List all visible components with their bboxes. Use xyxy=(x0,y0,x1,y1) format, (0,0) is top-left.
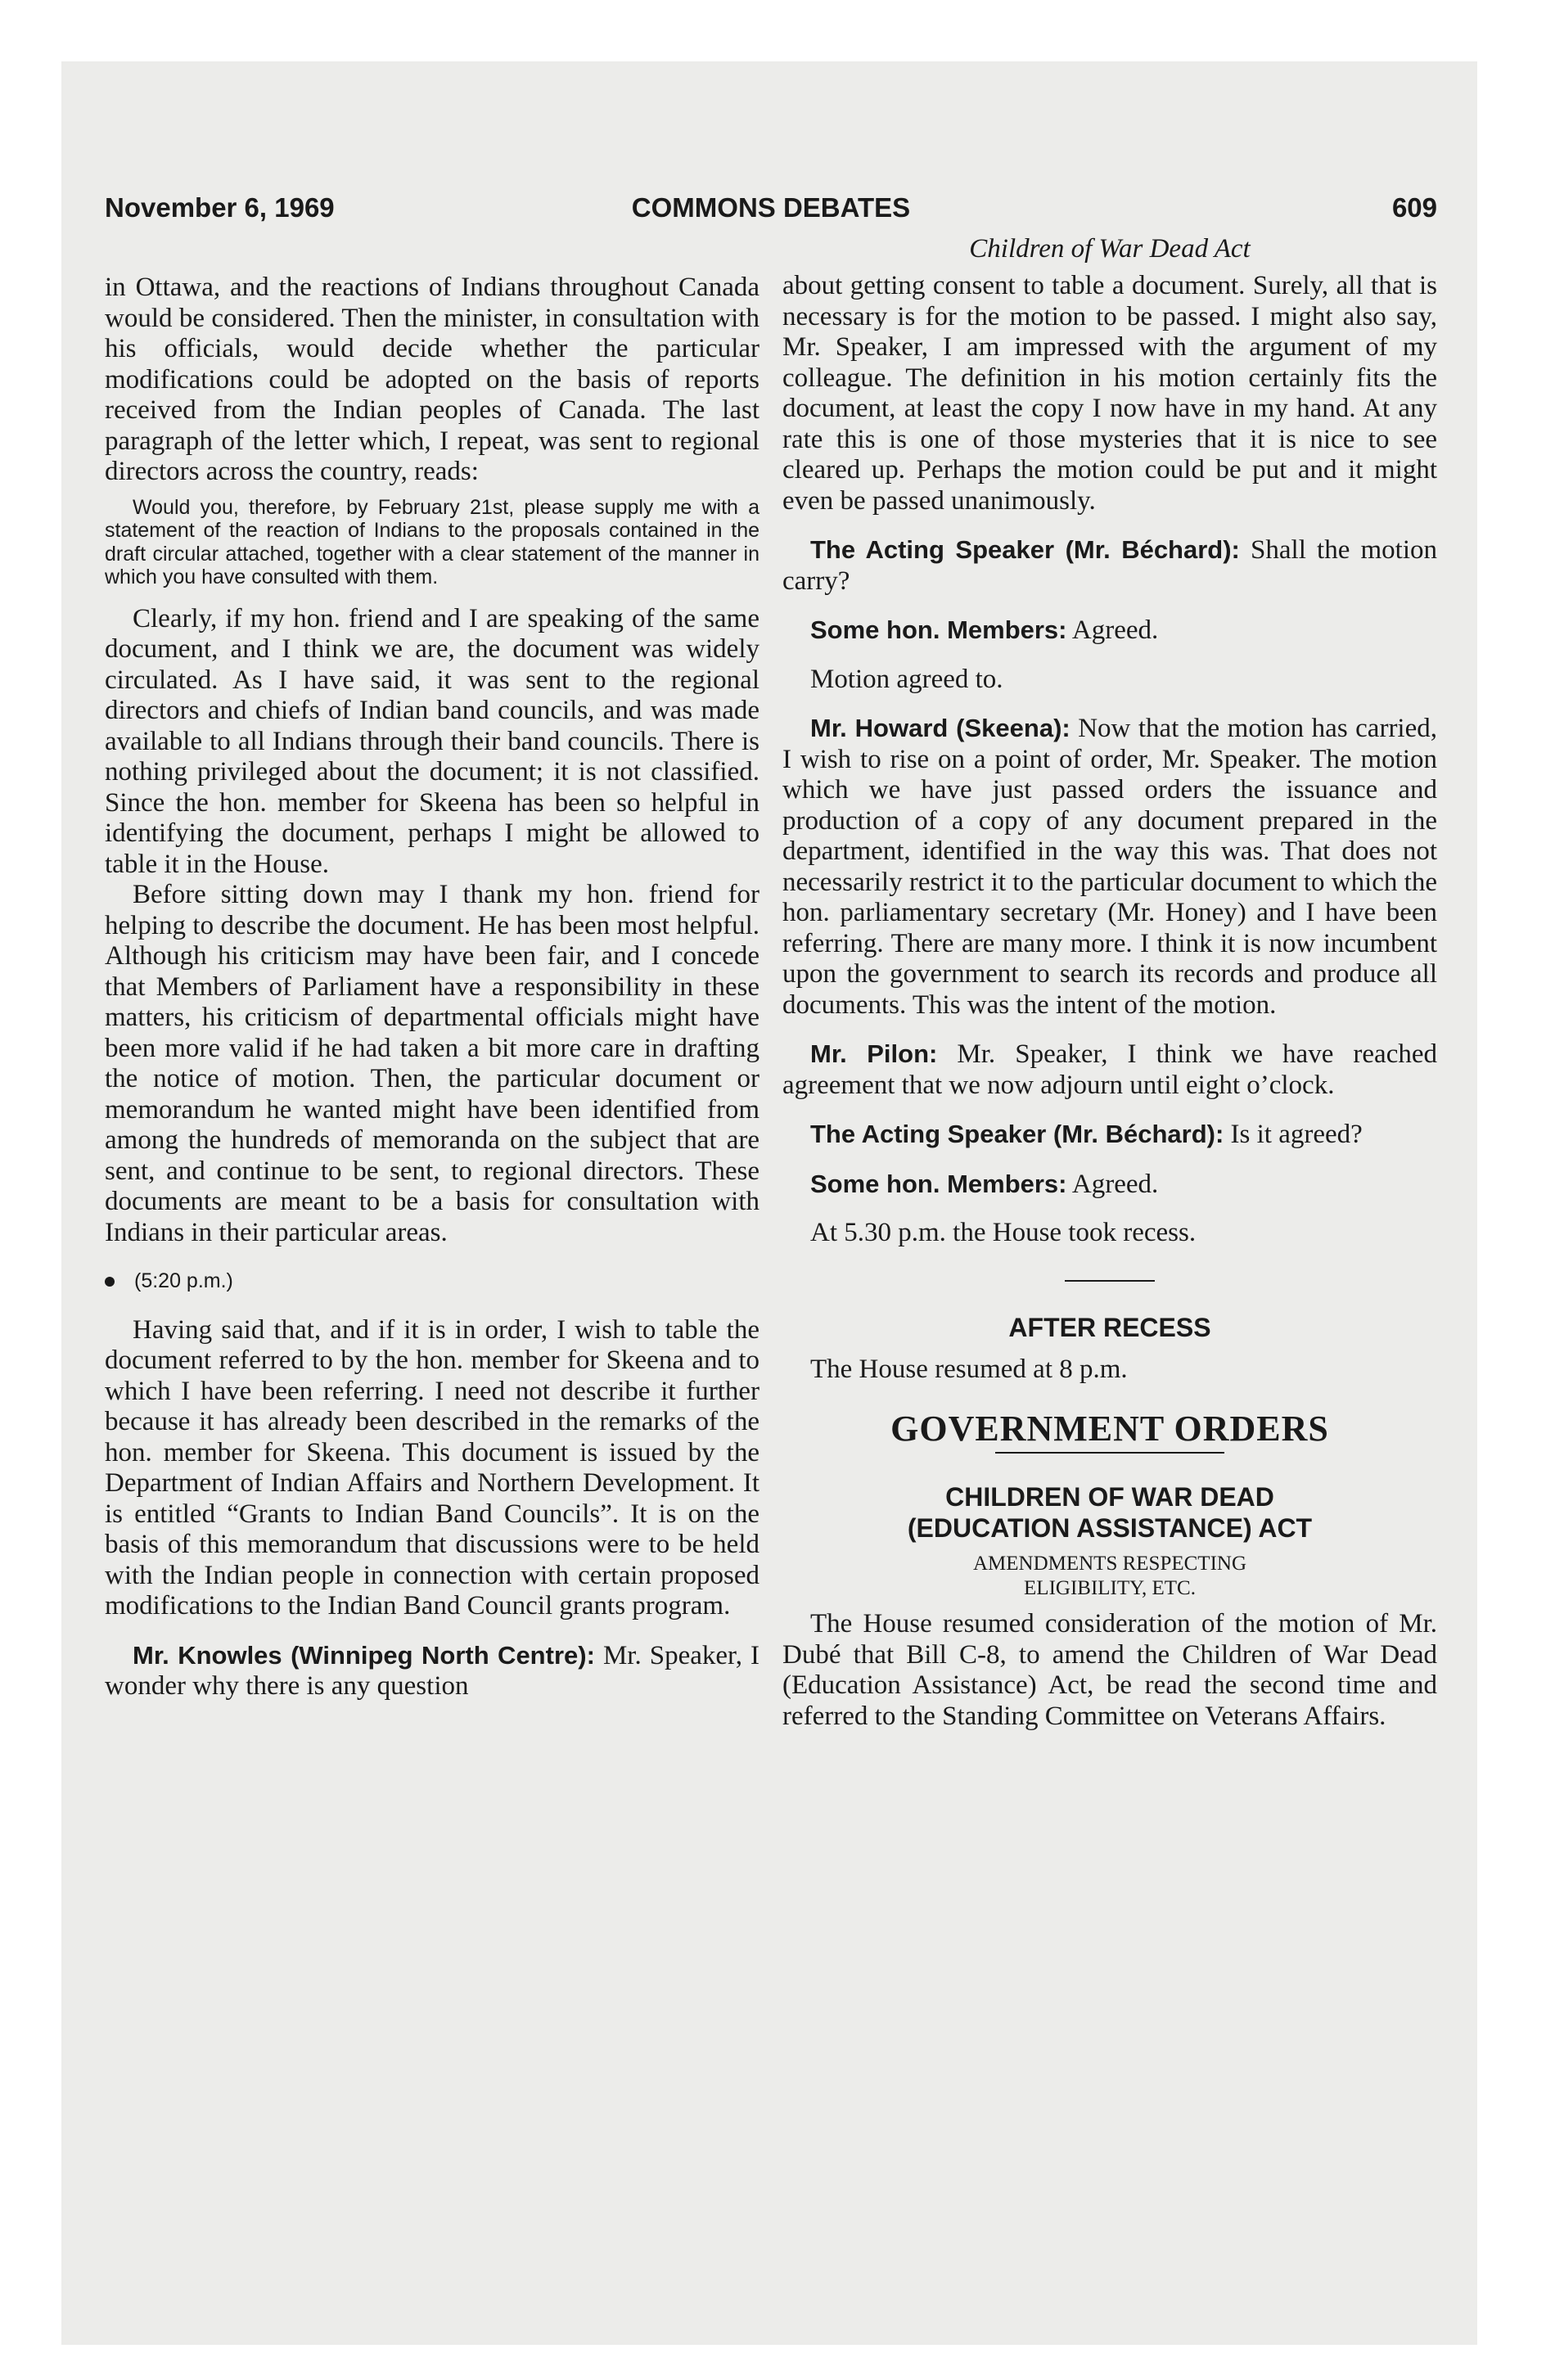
speech-paragraph xyxy=(782,713,1437,1021)
heading-underline xyxy=(995,1452,1224,1454)
page-header xyxy=(105,192,1437,233)
document-page xyxy=(105,192,1437,1731)
bill-subtitle-line: ELIGIBILITY, ETC. xyxy=(1024,1577,1196,1599)
speech-text: Shall the motion carry? xyxy=(782,535,1437,596)
header-page-number: 609 xyxy=(1391,192,1437,223)
left-column xyxy=(105,273,759,1702)
speech-text: Agreed. xyxy=(1066,1169,1159,1199)
bill-subtitle xyxy=(782,1552,1437,1601)
speech-paragraph xyxy=(105,1640,759,1702)
paragraph: The House resumed at 8 p.m. xyxy=(810,1355,1128,1384)
speaker-name: Mr. Knowles (Winnipeg North Centre): xyxy=(133,1640,595,1670)
speech-text: Agreed. xyxy=(1066,615,1159,645)
quoted-letter: Would you, therefore, by February 21st, please supply me with a statement of the reaction of Indians to the proposals contained in the draft circular attached, together with a clear statement of the manner in which you have consulted with them. xyxy=(105,495,759,588)
bill-title-line: CHILDREN OF WAR DEAD xyxy=(945,1482,1274,1512)
paragraph: Having said that, and if it is in order, I wish to table the document referred to by the hon. member for Skeena and to which I have been referring. I need not describe it further because it has already been described in the remarks of the hon. member for Skeena. This document is issued by the Department of Indian Affairs and Northern Development. It is entitled “Grants to Indian Band Councils”. It is on the basis of this memorandum that discussions were to be held with the Indian people in connection with certain proposed modifications to the Indian Band Council grants program. xyxy=(105,1314,759,1620)
right-column xyxy=(782,233,1437,1732)
time-stamp-text: (5:20 p.m.) xyxy=(134,1269,233,1292)
speaker-name: Mr. Pilon: xyxy=(810,1039,938,1068)
paragraph: The House resumed consideration of the motion of Mr. Dubé that Bill C-8, to amend the Children of War Dead (Education Assistance) Act, be read the second time and referred to the Standing Committee on Veterans Affairs. xyxy=(782,1609,1437,1731)
speaker-name: Some hon. Members: xyxy=(810,615,1067,644)
bill-title xyxy=(782,1481,1437,1544)
speaker-name: The Acting Speaker (Mr. Béchard): xyxy=(810,535,1240,564)
paragraph: in Ottawa, and the reactions of Indians throughout Canada would be considered. Then the minister, in consultation with his officials, would decide whether the particular modifications could be adopted on the basis of reports received from the Indian peoples of Canada. The last paragraph of the letter which, I repeat, was sent to regional directors across the country, reads: xyxy=(105,273,759,486)
speech-paragraph xyxy=(782,615,1437,647)
section-divider xyxy=(1065,1280,1155,1282)
speech-text: Mr. Speaker, I wonder why there is any question xyxy=(105,1640,760,1701)
heading-government-orders: GOVERNMENT ORDERS xyxy=(890,1408,1329,1449)
speech-paragraph xyxy=(782,1039,1437,1101)
speech-text: Mr. Speaker, I think we have reached agreement that we now adjourn until eight o’clock. xyxy=(782,1039,1437,1100)
speaker-name: The Acting Speaker (Mr. Béchard): xyxy=(810,1120,1224,1148)
speech-paragraph xyxy=(782,1169,1437,1201)
bill-title-line: (EDUCATION ASSISTANCE) ACT xyxy=(907,1513,1313,1543)
paragraph: At 5.30 p.m. the House took recess. xyxy=(810,1218,1197,1247)
speaker-name: Some hon. Members: xyxy=(810,1169,1067,1198)
running-head: Children of War Dead Act xyxy=(969,234,1251,264)
speech-text: Now that the motion has carried, I wish to rise on a point of order, Mr. Speaker. The motion which we have just passed orders the issuance and production of a copy of any document prepared in the department, identified in the way this was. That does not necessarily restrict it to the particular document to which the hon. parliamentary secretary (Mr. Honey) and I have been referring. There are many more. I think it is now incumbent upon the government to search its records and produce all documents. This was the intent of the motion. xyxy=(782,714,1437,1020)
bill-subtitle-line: AMENDMENTS RESPECTING xyxy=(972,1553,1247,1575)
heading-after-recess: AFTER RECESS xyxy=(1008,1312,1211,1342)
speaker-name: Mr. Howard (Skeena): xyxy=(810,714,1070,742)
bullet-icon xyxy=(105,1277,115,1287)
paragraph: about getting consent to table a document. Surely, all that is necessary is for the motion to be passed. I might also say, Mr. Speaker, I am impressed with the argument of my colleague. The definition in his motion certainly fits the document, at least the copy I now have in my hand. At any rate this is one of those mysteries that it is nice to see cleared up. Perhaps the motion could be put and it might even be passed unanimously. xyxy=(782,271,1437,516)
speech-text: Is it agreed? xyxy=(1224,1120,1363,1149)
paragraph: Motion agreed to. xyxy=(810,664,1003,694)
paragraph: Before sitting down may I thank my hon. friend for helping to describe the document. He has been most helpful. Although his criticism may have been fair, and I concede that Members of Parliament have a responsibility in these matters, his criticism of departmental officials might have been more valid if he had taken a bit more care in drafting the notice of motion. Then, the particular document or memorandum he wanted might have been identified from among the hundreds of memoranda on the subject that are sent, and continue to be sent, to regional directors. These documents are meant to be a basis for consultation with Indians in their particular areas. xyxy=(105,880,759,1247)
time-stamp xyxy=(105,1266,759,1297)
paragraph: Clearly, if my hon. friend and I are speaking of the same document, and I think we are, the document was widely circulated. As I have said, it was sent to the regional directors and chiefs of Indian band councils, and was made available to all Indians through their band councils. There is nothing privileged about the document; it is not classified. Since the hon. member for Skeena has been so helpful in identifying the document, perhaps I might be allowed to table it in the House. xyxy=(105,603,759,879)
speech-paragraph xyxy=(782,1119,1437,1151)
speech-paragraph xyxy=(782,534,1437,597)
header-date: November 6, 1969 xyxy=(105,192,335,223)
header-publication: COMMONS DEBATES xyxy=(631,192,911,223)
